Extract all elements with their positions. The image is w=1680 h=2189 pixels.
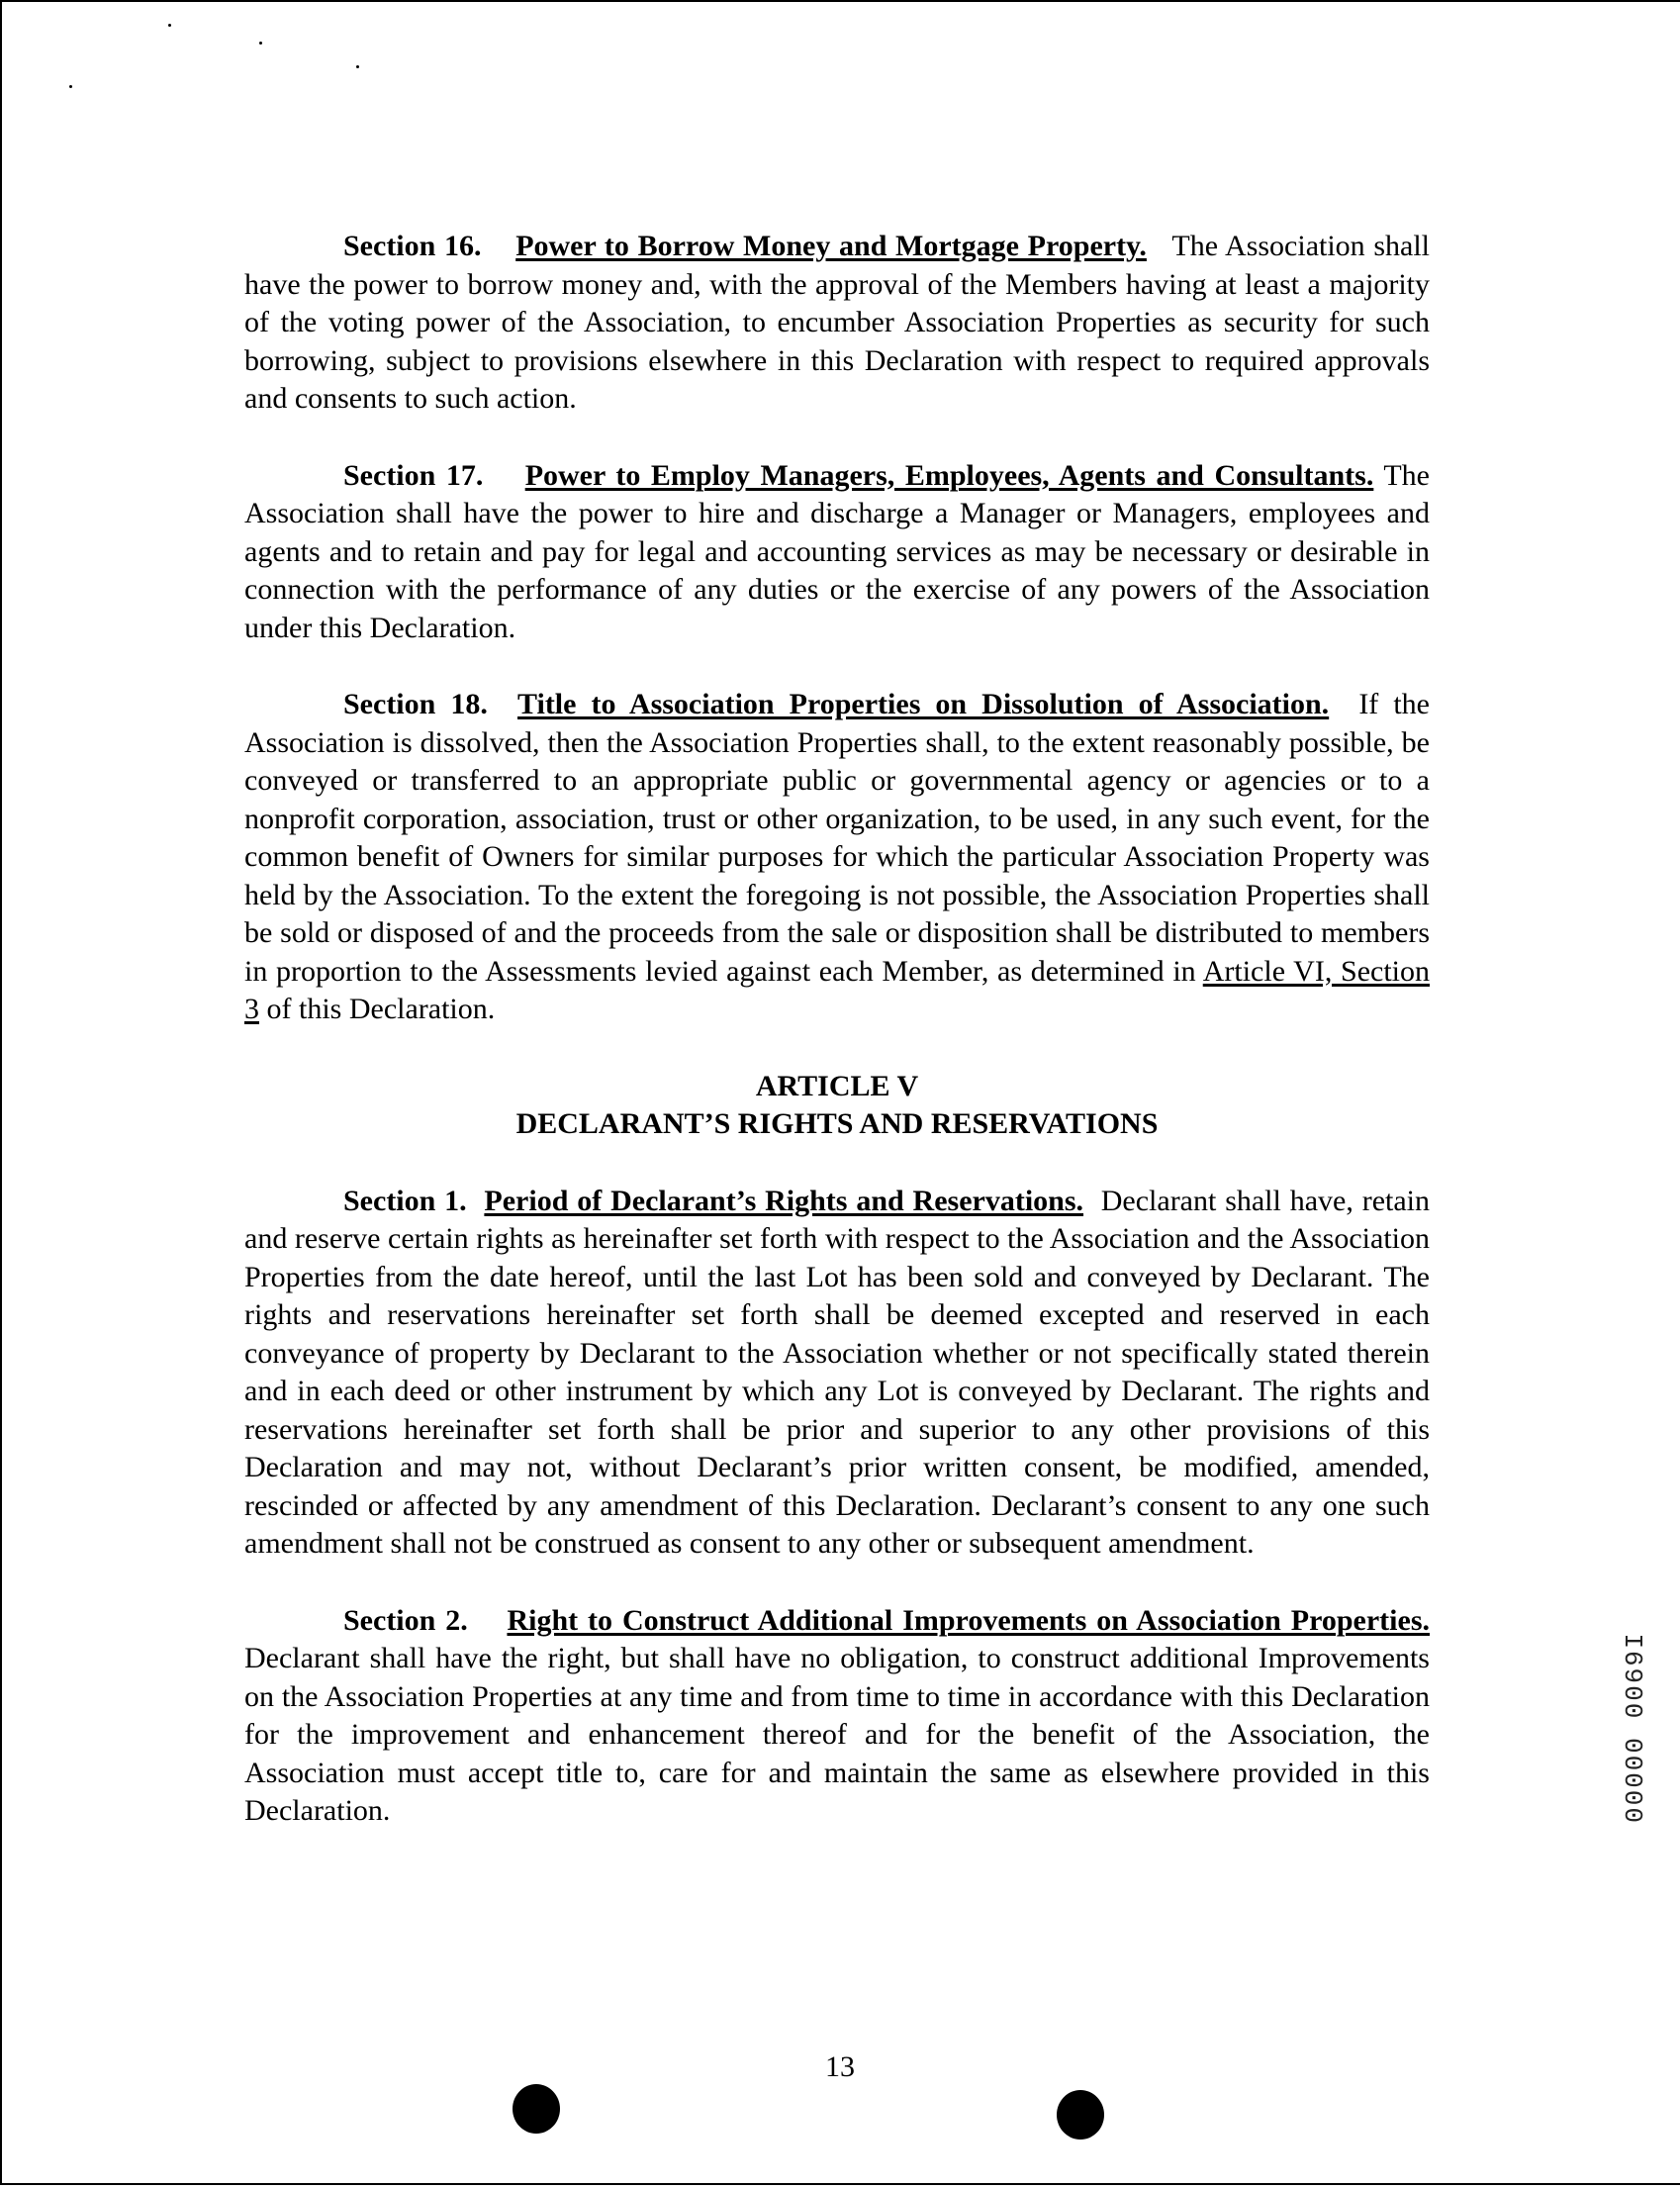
section-body: Declarant shall have, retain and reserve certain rights as hereinafter set forth with respect to the Association and the Association Properties from the date hereof, until the last Lot has been sold and conveyed by Declarant. The rights and reservations hereinafter set forth shall be deemed excepted and reserved in each conveyance of property by Declarant to the Association whether or not specifically stated therein and in each deed or other instrument by which any Lot is conveyed by Declarant. The rights and reservations hereinafter set forth shall be prior and superior to any other provisions of this Declaration and may not, without Declarant’s prior written consent, be modified, amended, rescinded or affected by any amendment of this Declaration. Declarant’s consent to any one such amendment shall not be construed as consent to any other or subsequent amendment. xyxy=(244,1184,1430,1560)
section-number: Section 16. xyxy=(343,230,482,262)
scan-speck xyxy=(168,24,171,27)
section-number: Section 1. xyxy=(343,1184,467,1217)
scan-speck xyxy=(259,42,262,45)
section-body: If the Association is dissolved, then the Association Properties shall, to the extent reasonably possible, be conveyed or transferred to an appropriate public or governmental agency or agencies or to a nonprofit corporation, association, trust or other organization, to be used, in any such event, for the common benefit of Owners for similar purposes for which the particular Association Property was held by the Association. To the extent the foregoing is not possible, the Association Properties shall be sold or disposed of and the proceeds from the sale or disposition shall be distributed to members in proportion to the Assessments levied against each Member, as determined in xyxy=(244,688,1431,988)
document-body xyxy=(244,228,1430,1831)
section-body: The Association shall have the power to hire and discharge a Manager or Managers, employees and agents and to retain and pay for legal and accounting services as may be necessary or desirable in connection with the performance of any duties or the exercise of any powers of the Association under this Declaration. xyxy=(244,458,1430,644)
scan-border-left xyxy=(0,0,2,2185)
document-id-stamp: 00000 0069I xyxy=(1621,1631,1650,1823)
article-heading xyxy=(244,1068,1430,1144)
section-title: Title to Association Properties on Dissolution of Association. xyxy=(517,688,1330,720)
punch-hole-left xyxy=(513,2084,560,2134)
cross-reference: Article VI, Section 3 xyxy=(244,954,1431,1025)
section-number: Section 17. xyxy=(343,458,484,492)
section-number: Section 2. xyxy=(343,1603,468,1637)
article-number: ARTICLE V xyxy=(755,1069,919,1102)
section-body: Declarant shall have the right, but shall have no obligation, to construct additional Improvements on the Association Properties at any time and from time to time in accordance with this Declaration for the improvement and enhancement thereof and for the benefit of the Association, the Association must accept title to, care for and maintain the same as elsewhere provided in this Declaration. xyxy=(244,1642,1430,1827)
article-title: DECLARANT’S RIGHTS AND RESERVATIONS xyxy=(515,1107,1159,1140)
scan-border-bottom xyxy=(0,2183,1680,2185)
section-title: Right to Construct Additional Improvements on Association Properties. xyxy=(507,1603,1430,1637)
scan-speck xyxy=(69,85,72,88)
section-title: Period of Declarant’s Rights and Reservations. xyxy=(484,1184,1084,1217)
section-title: Power to Borrow Money and Mortgage Property. xyxy=(515,230,1147,262)
section-body-end: of this Declaration. xyxy=(266,993,496,1025)
article-v-section-2 xyxy=(244,1602,1430,1831)
article-v-section-1 xyxy=(244,1183,1430,1564)
page-number: 13 xyxy=(825,2050,855,2083)
section-title: Power to Employ Managers, Employees, Agents and Consultants. xyxy=(524,458,1374,492)
scan-speck xyxy=(356,65,359,68)
section-body: The Association shall have the power to borrow money and, with the approval of the Members having at least a majority of the voting power of the Association, to encumber Association Properties as security for such borrowing, subject to provisions elsewhere in this Declaration with respect to required approvals and consents to such action. xyxy=(244,230,1431,415)
section-18 xyxy=(244,686,1430,1029)
section-17 xyxy=(244,457,1430,648)
scan-border-top xyxy=(0,0,1680,2)
punch-hole-right xyxy=(1057,2090,1104,2140)
section-number: Section 18. xyxy=(343,688,488,720)
section-16 xyxy=(244,228,1430,419)
